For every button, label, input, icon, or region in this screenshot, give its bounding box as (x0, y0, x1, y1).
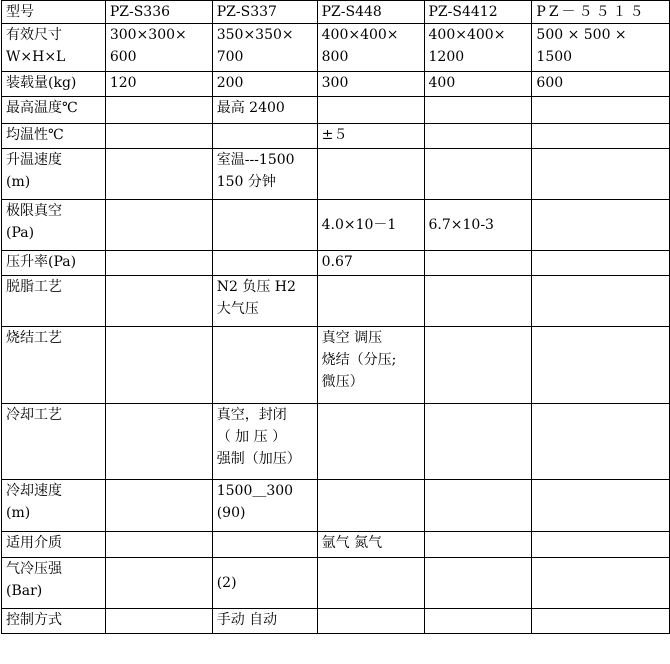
spec-value-cell: 4.0×10－1 (317, 200, 424, 251)
spec-row (2, 558, 670, 609)
spec-value-cell: 氩气 氮气 (317, 532, 424, 558)
spec-value-cell (424, 251, 532, 276)
spec-value-cell (105, 480, 212, 532)
spec-value-cell: 120 (105, 72, 212, 97)
header-row (2, 1, 670, 24)
spec-value-cell (532, 404, 670, 480)
spec-label-cell: 压升率(Pa) (2, 251, 106, 276)
spec-value-cell (424, 558, 532, 609)
spec-value-cell: 室温---1500 150 分钟 (212, 149, 317, 200)
spec-value-cell: 200 (212, 72, 317, 97)
spec-value-cell (105, 149, 212, 200)
spec-value-cell (424, 97, 532, 124)
spec-value-cell: 手动 自动 (212, 609, 317, 634)
spec-value-cell (532, 532, 670, 558)
spec-value-cell: 600 (532, 72, 670, 97)
spec-label-cell: 烧结工艺 (2, 327, 106, 404)
spec-label-cell: 有效尺寸 W×H×L (2, 24, 106, 72)
spec-value-cell (317, 97, 424, 124)
spec-label-cell: 控制方式 (2, 609, 106, 634)
spec-value-cell: 300 (317, 72, 424, 97)
spec-label-cell: 极限真空 (Pa) (2, 200, 106, 251)
spec-row (2, 24, 670, 72)
spec-row (2, 97, 670, 124)
spec-row (2, 72, 670, 97)
spec-value-cell (317, 558, 424, 609)
spec-value-cell (532, 480, 670, 532)
spec-value-cell (317, 480, 424, 532)
spec-label-cell: 均温性℃ (2, 124, 106, 149)
spec-value-cell (105, 532, 212, 558)
spec-label-cell: 气冷压强 (Bar) (2, 558, 106, 609)
spec-value-cell: 1500＿300 (90) (212, 480, 317, 532)
header-label-cell: 型号 (2, 1, 106, 24)
model-header-cell: PZ－５５１５ (532, 1, 670, 24)
spec-value-cell (317, 404, 424, 480)
spec-value-cell: 400×400× 800 (317, 24, 424, 72)
spec-value-cell: (2) (212, 558, 317, 609)
spec-label-cell: 升温速度 (m) (2, 149, 106, 200)
spec-value-cell (105, 609, 212, 634)
spec-value-cell: 真空，封闭 （ 加 压 ） 强制（加压） (212, 404, 317, 480)
spec-row (2, 251, 670, 276)
model-header-cell: PZ-S336 (105, 1, 212, 24)
spec-value-cell: 350×350× 700 (212, 24, 317, 72)
spec-value-cell: N2 负压 H2 大气压 (212, 276, 317, 327)
spec-value-cell (424, 124, 532, 149)
spec-label-cell: 最高温度℃ (2, 97, 106, 124)
model-header-cell: PZ-S448 (317, 1, 424, 24)
spec-value-cell: 300×300× 600 (105, 24, 212, 72)
spec-value-cell (105, 251, 212, 276)
spec-row (2, 276, 670, 327)
spec-row (2, 327, 670, 404)
spec-value-cell (424, 532, 532, 558)
spec-table-body (2, 1, 670, 634)
spec-value-cell (532, 558, 670, 609)
spec-value-cell (424, 609, 532, 634)
spec-value-cell (212, 200, 317, 251)
spec-value-cell (105, 97, 212, 124)
spec-label-cell: 适用介质 (2, 532, 106, 558)
spec-row (2, 480, 670, 532)
spec-label-cell: 冷却速度 (m) (2, 480, 106, 532)
spec-value-cell (105, 276, 212, 327)
spec-value-cell (105, 327, 212, 404)
spec-value-cell (317, 276, 424, 327)
spec-row (2, 124, 670, 149)
model-header-cell: PZ-S337 (212, 1, 317, 24)
spec-value-cell (532, 149, 670, 200)
model-header-cell: PZ-S4412 (424, 1, 532, 24)
spec-value-cell (105, 558, 212, 609)
spec-value-cell: 真空 调压 烧结（分压; 微压） (317, 327, 424, 404)
spec-value-cell: 最高 2400 (212, 97, 317, 124)
spec-row (2, 532, 670, 558)
spec-row (2, 149, 670, 200)
spec-value-cell (212, 251, 317, 276)
spec-value-cell (532, 276, 670, 327)
spec-value-cell: 0.67 (317, 251, 424, 276)
spec-label-cell: 脱脂工艺 (2, 276, 106, 327)
spec-value-cell (424, 149, 532, 200)
spec-value-cell (212, 532, 317, 558)
spec-label-cell: 冷却工艺 (2, 404, 106, 480)
spec-value-cell (532, 124, 670, 149)
spec-value-cell: 400×400× 1200 (424, 24, 532, 72)
spec-value-cell: 400 (424, 72, 532, 97)
spec-value-cell (317, 149, 424, 200)
spec-value-cell (105, 404, 212, 480)
spec-value-cell (424, 404, 532, 480)
spec-value-cell (532, 251, 670, 276)
spec-value-cell (532, 609, 670, 634)
spec-value-cell (424, 327, 532, 404)
spec-value-cell: ±５ (317, 124, 424, 149)
spec-label-cell: 装载量(kg) (2, 72, 106, 97)
spec-value-cell (317, 609, 424, 634)
spec-table (1, 0, 670, 634)
spec-value-cell (532, 327, 670, 404)
spec-value-cell (212, 327, 317, 404)
spec-value-cell: 500 × 500 × 1500 (532, 24, 670, 72)
spec-row (2, 609, 670, 634)
spec-row (2, 200, 670, 251)
spec-value-cell (105, 200, 212, 251)
spec-row (2, 404, 670, 480)
spec-value-cell (212, 124, 317, 149)
spec-value-cell (424, 480, 532, 532)
spec-value-cell (424, 276, 532, 327)
spec-value-cell (532, 200, 670, 251)
spec-value-cell (532, 97, 670, 124)
spec-value-cell (105, 124, 212, 149)
spec-value-cell: 6.7×10-3 (424, 200, 532, 251)
